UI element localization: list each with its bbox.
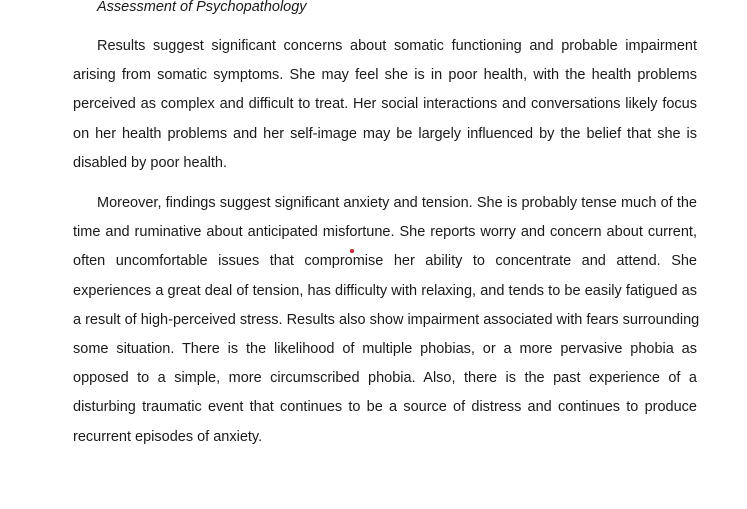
- paragraph-line: a result of high-perceived stress. Results also show impairment associated with fears surrounding: [73, 311, 700, 328]
- section-heading: Assessment of Psychopathology: [97, 0, 307, 15]
- paragraph-line: opposed to a simple, more circumscribed phobia. Also, there is the past experience of a: [73, 370, 697, 387]
- paragraph-line: disabled by poor health.: [73, 154, 227, 171]
- paragraph-line: some situation. There is the likelihood of multiple phobias, or a more pervasive phobia as: [73, 340, 697, 357]
- paragraph-line: often uncomfortable issues that compromise her ability to concentrate and attend. She: [73, 253, 697, 270]
- spellcheck-marker: [350, 249, 354, 253]
- paragraph-line: on her health problems and her self-image may be largely influenced by the belief that she is: [73, 125, 697, 142]
- paragraph-line: Moreover, findings suggest significant anxiety and tension. She is probably tense much of the: [97, 195, 697, 211]
- paragraph-line: experiences a great deal of tension, has difficulty with relaxing, and tends to be easily fatigued as: [73, 282, 697, 299]
- paragraph-line: disturbing traumatic event that continues to be a source of distress and continues to produce: [73, 399, 697, 416]
- paragraph-line: time and ruminative about anticipated misfortune. She reports worry and concern about current,: [73, 224, 697, 241]
- paragraph-line: arising from somatic symptoms. She may feel she is in poor health, with the health problems: [73, 67, 697, 84]
- paragraph-line: recurrent episodes of anxiety.: [73, 428, 263, 445]
- paragraph-anxiety: [73, 189, 700, 452]
- paragraph-line: perceived as complex and difficult to treat. Her social interactions and conversations likely focus: [73, 96, 697, 113]
- paragraph-line: Results suggest significant concerns about somatic functioning and probable impairment: [97, 38, 697, 54]
- paragraph-somatic: [73, 32, 697, 178]
